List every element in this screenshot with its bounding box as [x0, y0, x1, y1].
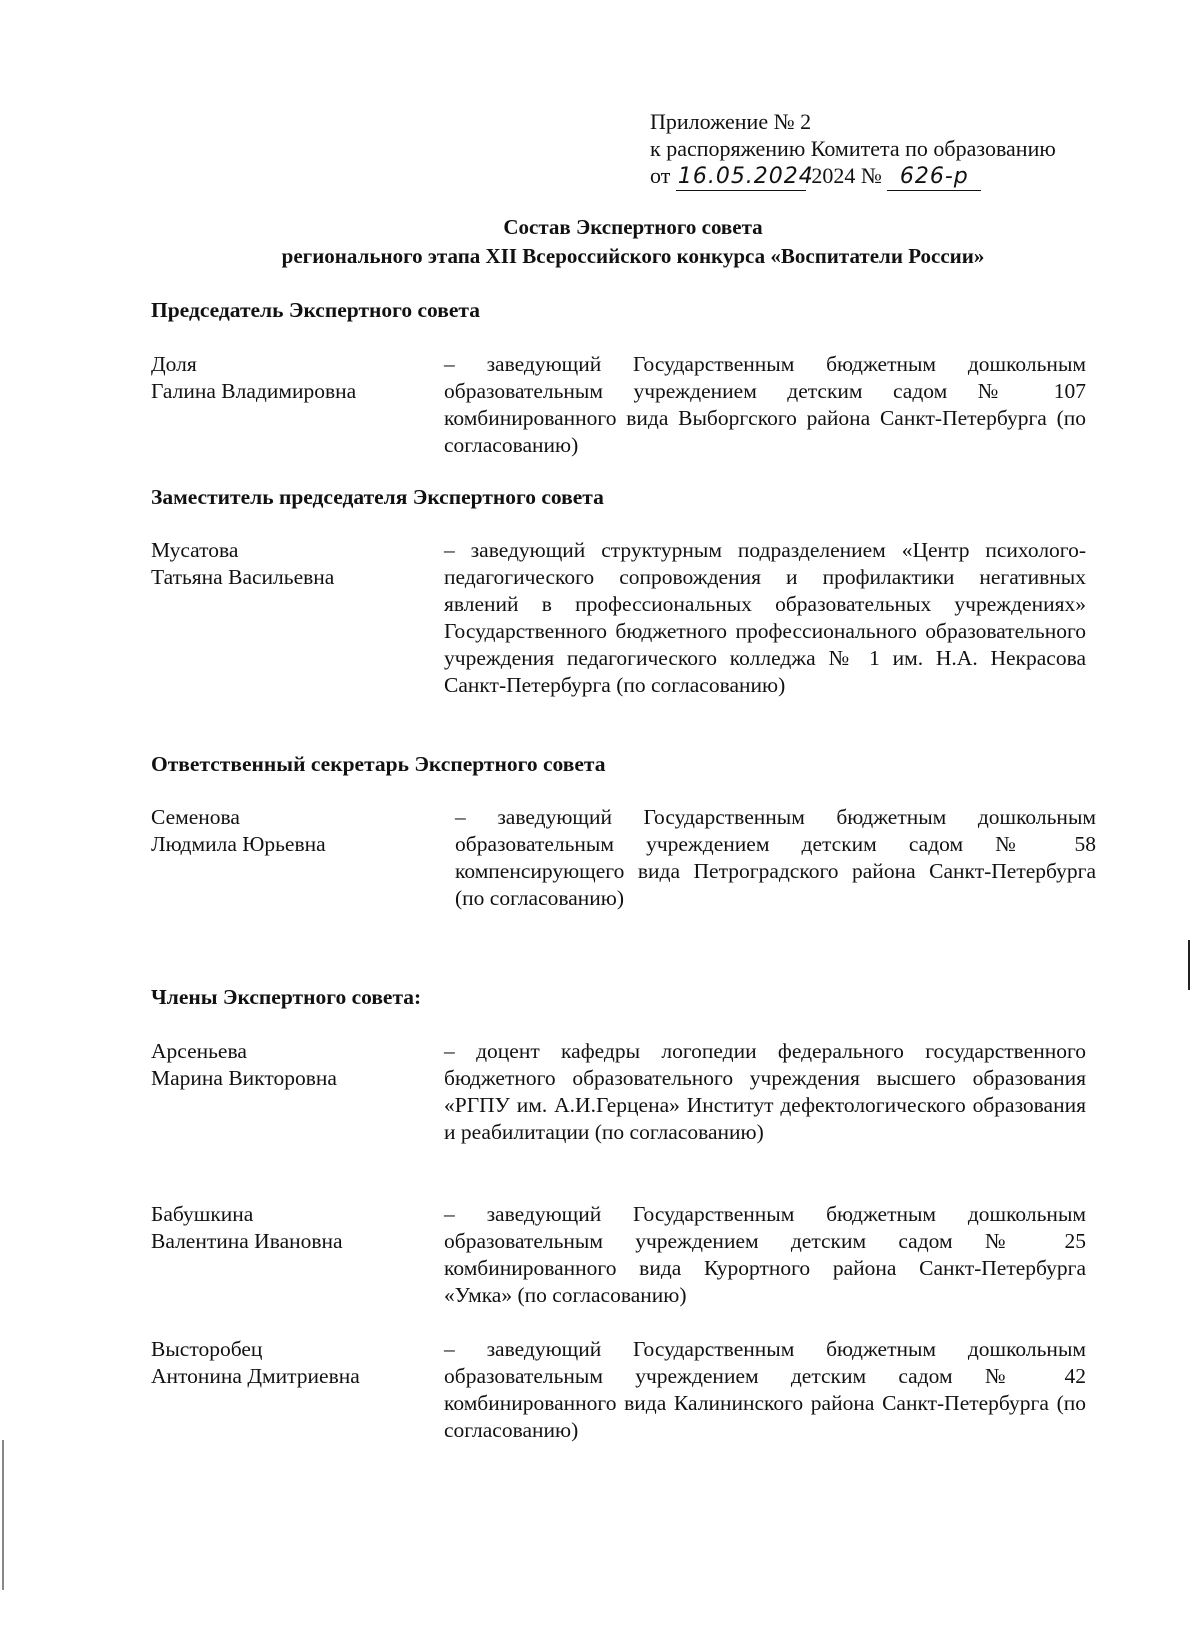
- person-given-name: Татьяна Васильевна: [151, 565, 335, 589]
- section-heading-chair: Председатель Экспертного совета: [151, 298, 480, 322]
- person-surname: Бабушкина: [151, 1202, 254, 1226]
- person-name: [151, 351, 431, 405]
- person-given-name: Антонина Дмитриевна: [151, 1364, 360, 1388]
- person-description: – заведующий Государственным бюджетным дошкольным образовательным учреждением детским садом № 25 комбинированного вида Курортного района Санкт-Петербурга «Умка» (по согласованию): [444, 1202, 1086, 1307]
- person-description: – заведующий Государственным бюджетным дошкольным образовательным учреждением детским садом № 107 комбинированного вида Выборгского района Санкт-Петербурга (по согласованию): [444, 352, 1086, 457]
- person-description: – заведующий структурным подразделением «Центр психолого-педагогического сопровождения и профилактики негативных явлений в профессиональных образовательных учреждениях» Государственного бюджетного профессионального образовательного учреждения педагогического колледжа № 1 им. Н.А. Некрасова Санкт-Петербурга (по согласованию): [444, 538, 1086, 697]
- scan-edge-mark: [2, 1440, 4, 1590]
- appendix-prefix-from: от: [650, 163, 671, 188]
- person-name: [151, 537, 431, 591]
- person-given-name: Марина Викторовна: [151, 1066, 337, 1090]
- person-surname: Доля: [151, 352, 197, 376]
- person-description: – доцент кафедры логопедии федерального государственного бюджетного образовательного учреждения высшего образования «РГПУ им. А.И.Герцена» Институт дефектологического образования и реабилитации (по согласованию): [444, 1039, 1086, 1144]
- person-given-name: Людмила Юрьевна: [151, 832, 326, 856]
- appendix-line-2: к распоряжению Комитета по образованию: [650, 136, 1056, 161]
- person-surname: Семенова: [151, 805, 240, 829]
- handwritten-date: 16.05.2024: [677, 164, 814, 189]
- appendix-block: [650, 108, 1056, 191]
- person-name: [151, 1201, 431, 1255]
- person-description: – заведующий Государственным бюджетным дошкольным образовательным учреждением детским садом № 42 комбинированного вида Калининского района Санкт-Петербурга (по согласованию): [444, 1337, 1086, 1442]
- person-given-name: Галина Владимировна: [151, 379, 357, 403]
- person-description: – заведующий Государственным бюджетным дошкольным образовательным учреждением детским садом № 58 компенсирующего вида Петроградского района Санкт-Петербурга (по согласованию): [455, 805, 1096, 910]
- person-surname: Мусатова: [151, 538, 239, 562]
- handwritten-number: 626-р: [887, 163, 981, 191]
- section-heading-deputy: Заместитель председателя Экспертного совета: [151, 485, 604, 509]
- document-title-line-1: Состав Экспертного совета: [503, 215, 763, 239]
- appendix-line-1: Приложение № 2: [650, 109, 812, 134]
- person-surname: Арсеньева: [151, 1039, 247, 1063]
- appendix-line-3: [650, 162, 1056, 191]
- person-name: [151, 1336, 431, 1390]
- person-name: [151, 804, 431, 858]
- person-name: [151, 1038, 431, 1092]
- person-surname: Высторобец: [151, 1337, 263, 1361]
- appendix-year-text: 2024 №: [811, 163, 882, 188]
- scan-edge-mark: [1188, 940, 1190, 990]
- document-title-line-2: регионального этапа XII Всероссийского конкурса «Воспитатели России»: [281, 244, 985, 268]
- section-heading-members: Члены Экспертного совета:: [151, 985, 422, 1009]
- person-given-name: Валентина Ивановна: [151, 1229, 343, 1253]
- section-heading-secretary: Ответственный секретарь Экспертного совета: [151, 752, 606, 776]
